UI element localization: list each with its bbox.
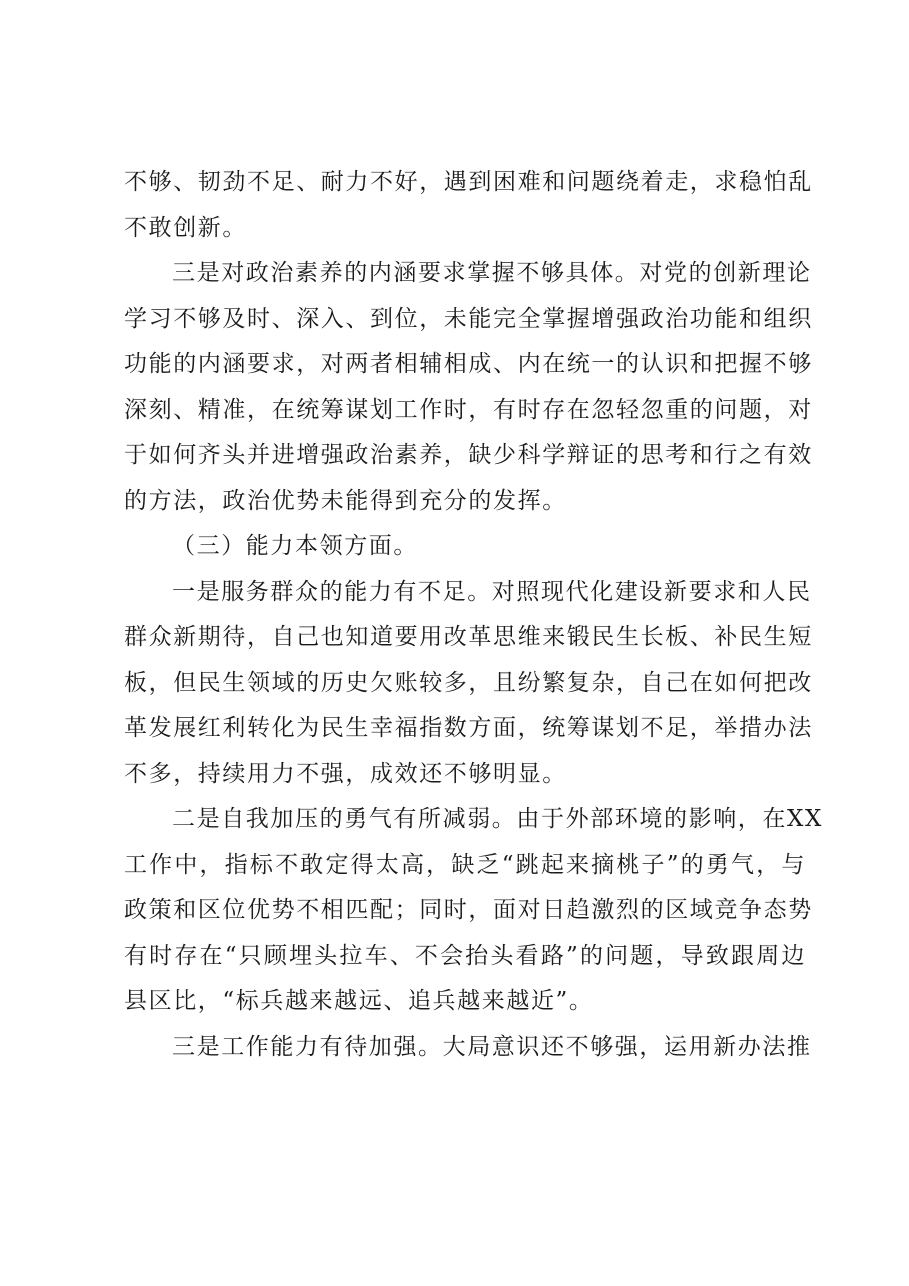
text-line: 于如何齐头并进增强政治素养，缺少科学辩证的思考和行之有效 <box>124 442 813 468</box>
text-line: 有时存在“只顾埋头拉车、不会抬头看路”的问题，导致跟周边 <box>124 942 806 969</box>
document-body <box>124 160 823 1070</box>
text-line: 不多，持续用力不强，成效还不够明显。 <box>124 760 567 787</box>
text-line: 板，但民生领域的历史欠账较多，且纷繁复杂，自己在如何把改 <box>124 669 813 696</box>
text-line: 不够、韧劲不足、耐力不好，遇到困难和问题绕着走，求稳怕乱 <box>124 169 813 195</box>
text-line: 的方法，政治优势未能得到充分的发挥。 <box>124 487 567 514</box>
text-line: 群众新期待，自己也知道要用改革思维来锻民生长板、补民生短 <box>124 624 813 650</box>
paragraph <box>124 251 813 524</box>
text-line: （三）能力本领方面。 <box>172 533 418 559</box>
paragraph <box>124 570 813 798</box>
text-line: 不敢创新。 <box>124 214 247 241</box>
text-line: 工作中，指标不敢定得太高，缺乏“跳起来摘桃子”的勇气，与 <box>124 851 806 878</box>
paragraph <box>124 797 823 1025</box>
paragraph <box>124 1025 812 1071</box>
text-line: 一是服务群众的能力有不足。对照现代化建设新要求和人民 <box>172 578 812 605</box>
text-line: 二是自我加压的勇气有所减弱。由于外部环境的影响，在XX <box>172 806 823 832</box>
paragraph <box>124 160 813 251</box>
text-line: 深刻、精准，在统筹谋划工作时，有时存在忽轻忽重的问题，对 <box>124 396 813 423</box>
text-line: 三是工作能力有待加强。大局意识还不够强，运用新办法推 <box>172 1033 812 1060</box>
section-heading <box>124 524 806 570</box>
text-line: 县区比，“标兵越来越远、追兵越来越近”。 <box>124 988 594 1014</box>
text-line: 政策和区位优势不相匹配；同时，面对日趋激烈的区域竞争态势 <box>124 897 813 923</box>
text-line: 三是对政治素养的内涵要求掌握不够具体。对党的创新理论 <box>172 260 812 286</box>
text-line: 学习不够及时、深入、到位，未能完全掌握增强政治功能和组织 <box>124 305 813 332</box>
text-line: 革发展红利转化为民生幸福指数方面，统筹谋划不足，举措办法 <box>124 715 813 741</box>
text-line: 功能的内涵要求，对两者相辅相成、内在统一的认识和把握不够 <box>124 351 813 377</box>
